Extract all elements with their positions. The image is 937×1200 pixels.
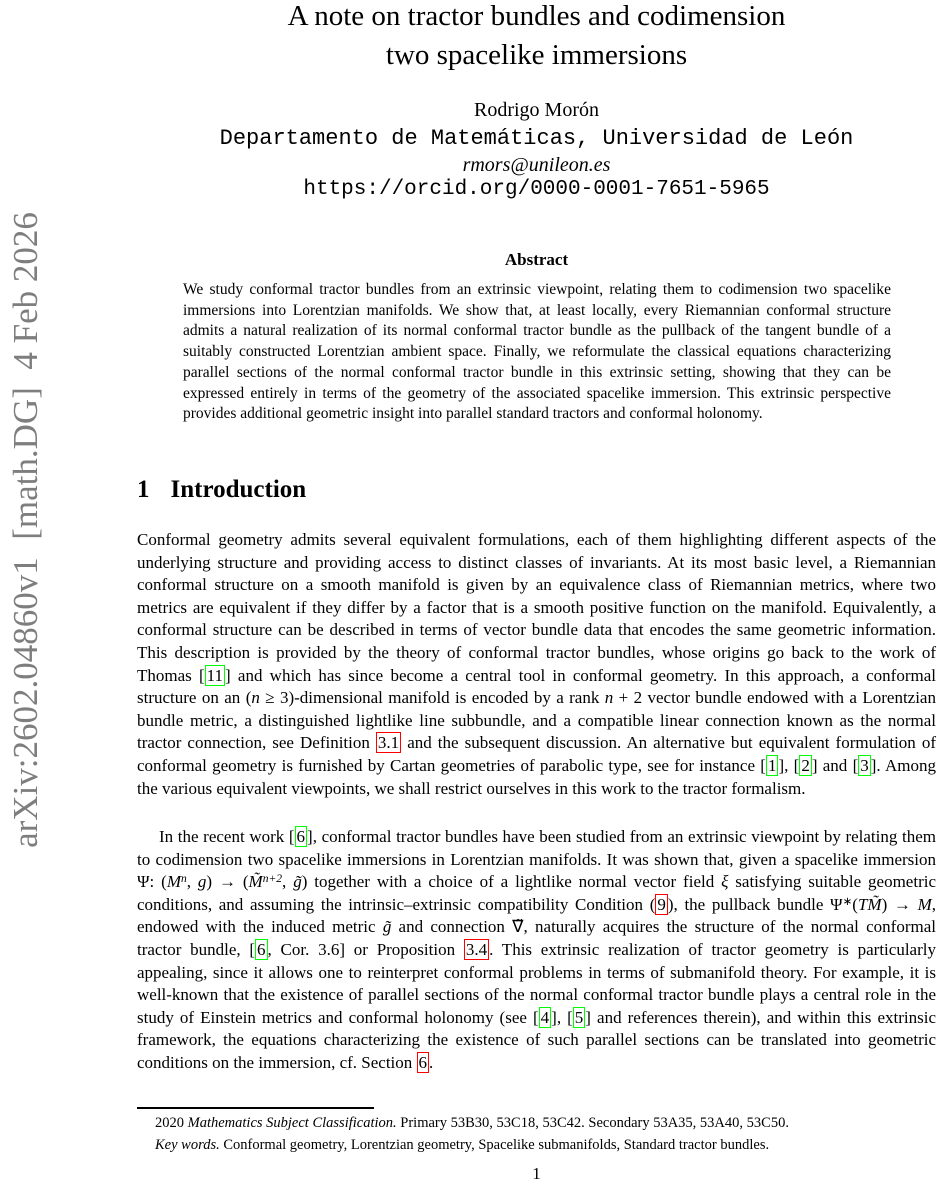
footnote (137, 1112, 936, 1156)
text-run: ) → (881, 894, 918, 914)
citation-link[interactable]: 5 (574, 1007, 584, 1027)
text-run: , endowed with the induced metric (137, 894, 936, 937)
text-run: g̃ (293, 872, 302, 892)
page-number: 1 (532, 1164, 541, 1183)
text-run: n (604, 688, 614, 708)
section-heading (137, 476, 936, 504)
text-run: ), the pullback bundle Ψ (667, 894, 843, 914)
text-run: M̃ (248, 872, 263, 892)
text-run: Primary 53B30, 53C18, 53C42. Secondary 53A35, 53A40, 53C50. (396, 1115, 789, 1131)
paper-title (137, 0, 936, 75)
text-run: ] and which has since become a central tool in conformal geometry. In this approach, a conformal structure on an ( (137, 665, 936, 708)
author-name: Rodrigo Morón (474, 99, 599, 121)
citation-link[interactable]: 6 (257, 939, 266, 959)
text-run: and connection (391, 917, 513, 937)
text-run: . This extrinsic realization of tractor geometry is particularly appealing, since it allows one to reinterpret conformal problems in terms of submanifold theory. For example, it is well-known that the existence of parallel sections of the normal conformal tractor bundle plays a central role in the study of Einstein metrics and conformal holonomy (see [ (137, 939, 936, 1027)
text-run: n+2 (262, 872, 283, 885)
text-run: T (857, 894, 868, 914)
text-run: + 2 vector bundle endowed with a Lorentzian bundle metric, a distinguished lightlike line subbundle, and a compatible linear connection known as the normal tractor connection, see Definition (137, 688, 936, 753)
footnote-keywords (137, 1134, 936, 1156)
text-run: . (429, 1052, 434, 1072)
paragraph-1 (137, 529, 936, 800)
internal-ref-link[interactable]: 6 (418, 1052, 428, 1072)
citation-link[interactable]: 2 (801, 755, 810, 775)
text-run: g (197, 872, 207, 892)
footnote-rule (137, 1107, 374, 1109)
citation-link[interactable]: 4 (540, 1007, 550, 1027)
section-number: 1 (137, 476, 150, 503)
text-run: and the subsequent discussion. An alternative but equivalent formulation of conformal geometry is furnished by Cartan geometries of parabolic type, see for instance [ (137, 733, 936, 775)
text-run: , (282, 872, 294, 892)
text-run: , Cor. 3.6] or Proposition (267, 939, 464, 959)
orcid-link[interactable]: https://orcid.org/0000-0001-7651-5965 (303, 178, 770, 201)
author-affiliation: Departamento de Matemáticas, Universidad de León (219, 126, 854, 151)
section-title: Introduction (170, 476, 307, 503)
paragraph-2 (137, 826, 936, 1075)
text-run: M̃ (867, 894, 882, 914)
text-run: satisfying suitable geometric conditions, and assuming the intrinsic–extrinsic compatibility Condition ( (137, 872, 937, 914)
author-email: rmors@unileon.es (462, 154, 611, 176)
abstract-heading: Abstract (504, 250, 569, 269)
internal-ref-link[interactable]: 3.4 (465, 939, 488, 959)
footnote-msc (137, 1112, 936, 1134)
text-run: Conformal geometry admits several equivalent formulations, each of them highlighting different aspects of the underlying structure and providing access to distinct classes of invariants. At its most basic level, a Riemannian conformal structure on a smooth manifold is given by an equivalence class of Riemannian metrics, where two metrics are equivalent if they differ by a factor that is a smooth positive function on the manifold. Equivalently, a conformal structure can be described in terms of vector bundle data that encodes the same geometric information. This description is provided by the theory of conformal tractor bundles, whose origins go back to the work of Thomas [ (137, 530, 936, 685)
text-run: ], [ (551, 1007, 573, 1027)
text-run: Conformal geometry, Lorentzian geometry, Spacelike submanifolds, Standard tractor bundles. (219, 1137, 770, 1153)
text-run: M (917, 894, 932, 914)
text-run: ], conformal tractor bundles have been studied from an extrinsic viewpoint by relating them to codimension two spacelike immersions in Lorentzian manifolds. It was shown that, given a spacelike immersion Ψ: ( (137, 827, 936, 892)
paper-title-line1: A note on tractor bundles and codimension (287, 0, 786, 32)
text-run: , naturally acquires the structure of the normal conformal tractor bundle, [ (137, 917, 936, 959)
arxiv-watermark: arXiv:2602.04860v1 [math.DG] 4 Feb 2026 (6, 212, 45, 848)
citation-link[interactable]: 1 (767, 755, 777, 775)
text-run: Mathematics Subject Classification. (187, 1115, 397, 1131)
text-run: g̃ (382, 917, 392, 937)
paper-title-line2: two spacelike immersions (385, 39, 688, 71)
citation-link[interactable]: 3 (860, 755, 869, 775)
text-run: Key words. (155, 1137, 220, 1153)
text-run: ) → ( (206, 872, 249, 892)
citation-link[interactable]: 6 (296, 827, 306, 846)
text-run: ], [ (778, 755, 800, 775)
text-run: ( (852, 894, 858, 914)
citation-link[interactable]: 11 (206, 665, 224, 685)
abstract-text: We study conformal tractor bundles from an extrinsic viewpoint, relating them to codimension two spacelike immersions into Lorentzian manifolds. We show that, at least locally, every Riemannian conformal structure admits a natural realization of its normal conformal tractor bundle as the pullback of the tangent bundle of a suitably constructed Lorentzian ambient space. Finally, we reformulate the classical equations characterizing parallel sections of the normal conformal tractor bundle in this extrinsic setting, showing that they can be expressed entirely in terms of the geometry of the associated spacelike immersion. This extrinsic perspective provides additional geometric insight into parallel standard tractors and conformal holonomy. (183, 281, 891, 423)
text-run: In the recent work [ (159, 827, 295, 846)
text-run: ) together with a choice of a lightlike normal vector field (301, 872, 722, 892)
text-run: ξ (721, 872, 729, 892)
internal-ref-link[interactable]: 9 (657, 894, 666, 914)
text-run: M (166, 872, 181, 892)
text-run: ]. Among the various equivalent viewpoints, we shall restrict ourselves in this work to the tractor formalism. (137, 755, 937, 798)
text-run: n (251, 688, 260, 708)
text-run: , (186, 872, 198, 892)
text-run: ∗ (842, 894, 853, 908)
internal-ref-link[interactable]: 3.1 (377, 733, 400, 753)
text-run: ≥ 3)-dimensional manifold is encoded by a rank (259, 688, 605, 708)
text-run: ] and [ (811, 755, 859, 775)
text-run: n (181, 872, 187, 885)
text-run: ∇̃ (512, 917, 524, 937)
text-run: ] and references therein), and within this extrinsic framework, the equations characterizing the existence of such parallel sections can be translated into geometric conditions on the immersion, cf. Section (137, 1007, 936, 1072)
text-run: 2020 (155, 1115, 188, 1131)
